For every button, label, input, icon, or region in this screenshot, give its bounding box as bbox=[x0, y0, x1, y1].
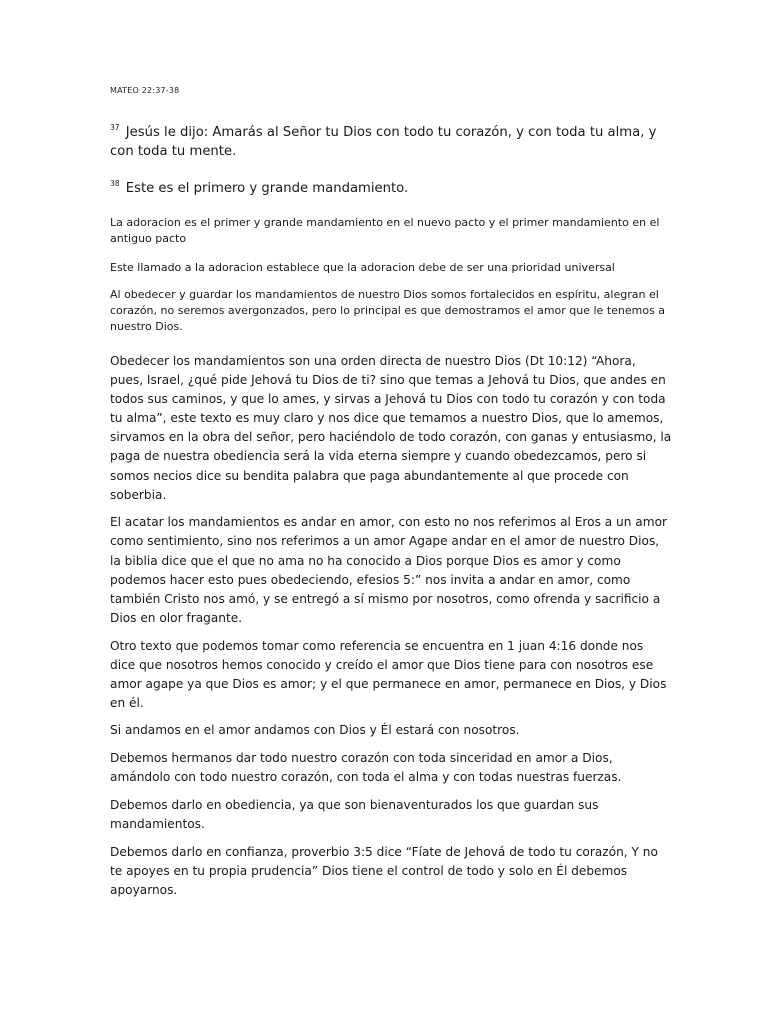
verse-text: Este es el primero y grande mandamiento. bbox=[125, 181, 409, 196]
paragraph: Debemos darlo en confianza, proverbio 3:5 dice “Fíate de Jehová de todo tu corazón, Y no te apoyes en tu propia prudencia” Dios tiene el control de todo y solo en Él debemos apoyarnos. bbox=[110, 844, 658, 897]
body-paragraphs bbox=[110, 352, 672, 909]
verse-37 bbox=[110, 118, 670, 161]
verse-number: 37 bbox=[110, 123, 120, 132]
intro-text: Este llamado a la adoracion establece que la adoracion debe de ser una prioridad universal bbox=[110, 261, 615, 274]
intro-paragraph-2 bbox=[110, 260, 670, 276]
paragraph: Otro texto que podemos tomar como referencia se encuentra en 1 juan 4:16 donde nos dice que nosotros hemos conocido y creído el amor que Dios tiene para con nosotros ese amor agape ya que Dios es amor; y el que permanece en amor, permanece en Dios, y Dios en él. bbox=[110, 638, 667, 710]
paragraph: Debemos hermanos dar todo nuestro corazón con toda sinceridad en amor a Dios, amándolo con todo nuestro corazón, con toda el alma y con todas nuestras fuerzas. bbox=[110, 751, 622, 785]
verse-text: Jesús le dijo: Amarás al Señor tu Dios con todo tu corazón, y con toda tu alma, y con toda tu mente. bbox=[110, 125, 657, 159]
paragraph: Si andamos en el amor andamos con Dios y Él estará con nosotros. bbox=[110, 723, 520, 738]
verse-38 bbox=[110, 174, 670, 198]
intro-paragraph-3 bbox=[110, 287, 670, 335]
paragraph: El acatar los mandamientos es andar en amor, con esto no nos referimos al Eros a un amor como sentimiento, sino nos referimos a un amor Agape andar en el amor de nuestro Dios, la biblia dice que el que no ama no ha conocido a Dios porque Dios es amor y como podemos hacer esto pues obedeciendo, efesios 5:” nos invita a andar en amor, como también Cristo nos amó, y se entregó a sí mismo por nosotros, como ofrenda y sacrificio a Dios en olor fragante. bbox=[110, 515, 667, 625]
paragraph: Obedecer los mandamientos son una orden directa de nuestro Dios (Dt 10:12) “Ahora, pues, Israel, ¿qué pide Jehová tu Dios de ti? sino que temas a Jehová tu Dios, que andes en todos sus caminos, y que lo ames, y sirvas a Jehová tu Dios con todo tu corazón y con toda tu alma”, este texto es muy claro y nos dice que temamos a nuestro Dios, que lo amemos, sirvamos en la obra del señor, pero haciéndolo de todo corazón, con ganas y entusiasmo, la paga de nuestra obediencia será la vida eterna siempre y cuando obedezcamos, pero si somos necios dice su bendita palabra que paga abundantemente al que procede con soberbia. bbox=[110, 354, 672, 502]
scripture-reference: MATEO 22:37-38 bbox=[110, 86, 180, 95]
verses-block bbox=[110, 118, 670, 211]
intro-paragraph-1 bbox=[110, 215, 670, 247]
paragraph: Debemos darlo en obediencia, ya que son bienaventurados los que guardan sus mandamientos. bbox=[110, 797, 599, 832]
verse-number: 38 bbox=[110, 179, 120, 188]
intro-text: La adoracion es el primer y grande mandamiento en el nuevo pacto y el primer mandamiento en el antiguo pacto bbox=[110, 216, 660, 245]
intro-text: Al obedecer y guardar los mandamientos de nuestro Dios somos fortalecidos en espíritu, alegran el corazón, no seremos avergonzados, pero lo principal es que demostramos el amor que le tenemos a nuestro Dios. bbox=[110, 288, 666, 333]
